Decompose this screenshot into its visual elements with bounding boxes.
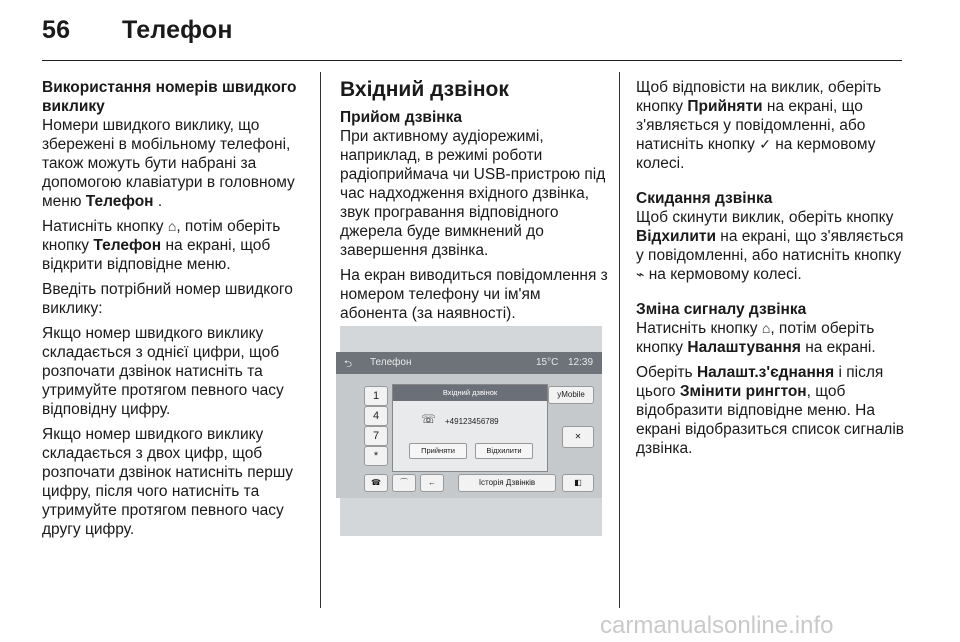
hangup-button[interactable]: [392, 474, 416, 492]
notification-text: На екран виводиться повідомлення з номером телефону чи ім'ям абонента (за наявності).: [340, 267, 608, 322]
bold-text: Змінити рингтон: [679, 383, 807, 400]
text: .: [153, 193, 163, 210]
phone-icon: ☏: [421, 412, 437, 426]
answer-text: [636, 78, 908, 173]
speed-dial-one-digit: Якщо номер швидкого виклику складається з однієї цифри, щоб розпочати дзвінок натисніть та утримуйте протягом певного часу відповідну цифру.: [42, 325, 284, 418]
bold-text: Налаштування: [687, 339, 801, 356]
incoming-call-heading: Вхідний дзвінок: [340, 78, 509, 101]
ringtone-step-2: [636, 363, 908, 458]
text: Натисніть кнопку: [42, 218, 168, 235]
screen-title: Телефон: [370, 357, 412, 368]
steering-hangup-icon: ⌁: [636, 266, 645, 282]
page-number: 56: [42, 16, 71, 44]
temperature: 15°C: [536, 357, 559, 368]
backspace-button[interactable]: [420, 474, 444, 492]
key-star[interactable]: *: [364, 446, 388, 466]
infotainment-screen: [336, 352, 602, 498]
home-icon: ⌂: [761, 320, 771, 336]
speed-dial-enter: Введіть потрібний номер швидкого виклику:: [42, 281, 293, 317]
clock: 12:39: [568, 357, 594, 368]
bold-text: Прийняти: [687, 98, 763, 115]
accept-button[interactable]: Прийняти: [409, 443, 467, 459]
reject-text: [636, 208, 908, 284]
text: на екрані, що з'являється у повідомленні, або натисніть кнопку: [636, 98, 866, 153]
back-icon: ⮌: [344, 359, 353, 370]
text: на кермовому колесі.: [636, 136, 876, 172]
text: Оберіть: [636, 364, 697, 381]
speed-dial-intro: [42, 116, 310, 211]
spacer: [636, 290, 908, 300]
speed-dial-heading: Використання номерів швидкого виклику: [42, 79, 297, 115]
watermark: carmanualsonline.info: [600, 612, 834, 639]
bold-text: Телефон: [85, 193, 154, 210]
text: на екрані.: [800, 339, 876, 356]
column-3: [636, 78, 908, 464]
page-title: Телефон: [122, 16, 233, 44]
mobile-name: yMobile: [557, 390, 585, 399]
call-icon: ☎: [371, 478, 381, 487]
text: Номери швидкого виклику, що збережені в мобільному телефоні, також можуть бути набрані за допомогою клавіатури в головному меню: [42, 117, 295, 210]
page-header: [42, 16, 233, 45]
reject-button[interactable]: Відхилити: [475, 443, 533, 459]
mute-button[interactable]: [562, 426, 594, 448]
mute-icon: ✕: [574, 432, 582, 441]
reject-heading: Скидання дзвінка: [636, 190, 773, 207]
speed-dial-step: [42, 217, 310, 274]
text: Щоб відповісти на виклик, оберіть кнопку: [636, 79, 882, 115]
audio-button[interactable]: [562, 474, 594, 492]
column-2: [340, 78, 610, 329]
bold-text: Відхилити: [636, 228, 716, 245]
ringtone-heading: Зміна сигналу дзвінка: [636, 301, 807, 318]
hangup-icon: ⌒: [400, 478, 408, 487]
text: Щоб скинути виклик, оберіть кнопку: [636, 209, 894, 226]
key-1[interactable]: 1: [364, 386, 388, 406]
screen-title-bar: [336, 352, 602, 374]
text: , потім оберіть кнопку: [42, 218, 281, 254]
column-divider-1: [320, 72, 321, 608]
receive-call-text: При активному аудіорежимі, наприклад, в режимі роботи радіоприймача чи USB-пристрою під час надходження вхідного дзвінка, звук програвання відповідного джерела буде вимкнений до завершення дзвінка.: [340, 128, 606, 259]
caller-number: +49123456789: [445, 417, 499, 426]
call-button[interactable]: [364, 474, 388, 492]
text: , щоб відобразити відповідне меню. На екрані відобразиться список сигналів дзвінка.: [636, 383, 905, 457]
home-icon: ⌂: [167, 218, 177, 234]
mobile-name-tile[interactable]: [548, 386, 594, 404]
call-history-button[interactable]: Історія Дзвінків: [458, 474, 556, 492]
column-divider-2: [619, 72, 620, 608]
text: і після цього: [636, 364, 884, 400]
text: , потім оберіть кнопку: [636, 320, 875, 356]
text: на екрані, щоб відкрити відповідне меню.: [42, 237, 271, 273]
bold-text: Телефон: [93, 237, 162, 254]
steering-answer-icon: ✓: [759, 136, 771, 152]
text: на екрані, що з'являється у повідомленні, або натисніть кнопку: [636, 228, 904, 264]
header-rule: [42, 60, 902, 61]
backspace-icon: ←: [428, 478, 436, 487]
speaker-icon: ◧: [574, 478, 582, 487]
dialog-title: Вхідний дзвінок: [393, 385, 547, 401]
spacer: [636, 179, 908, 189]
phone-panel: [336, 374, 602, 498]
ringtone-step-1: [636, 319, 908, 357]
text: Натисніть кнопку: [636, 320, 762, 337]
incoming-call-dialog: [392, 384, 548, 472]
text: на кермовому колесі.: [644, 266, 802, 283]
key-7[interactable]: 7: [364, 426, 388, 446]
speed-dial-two-digit: Якщо номер швидкого виклику складається з двох цифр, щоб розпочати дзвінок натисніть першу цифру, після чого натисніть та утримуйте протягом певного часу другу цифру.: [42, 426, 294, 538]
receive-call-heading: Прийом дзвінка: [340, 109, 463, 126]
key-4[interactable]: 4: [364, 406, 388, 426]
bold-text: Налашт.з'єднання: [696, 364, 835, 381]
column-1: [42, 78, 310, 545]
